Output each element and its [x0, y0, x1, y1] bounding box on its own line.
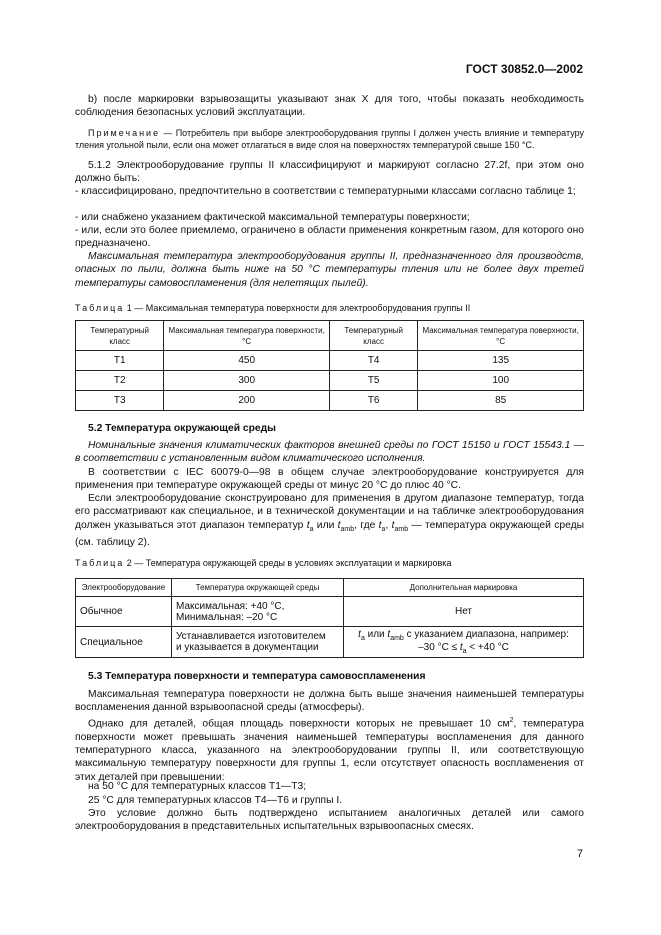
clause-5-1-2: 5.1.2 Электрооборудование группы II классифицируют и маркируют согласно 27.2f, при этом оно должно быть: — [75, 160, 584, 185]
list-item: на 50 °С для температурных классов Т1—Т3; — [88, 781, 307, 792]
list-item: - или, если это более приемлемо, ограничено в области применения конкретным газом, для которого оно предназначено. — [75, 225, 584, 250]
table-header: Дополнительная маркировка — [344, 579, 584, 597]
doc-header: ГОСТ 30852.0—2002 — [465, 62, 583, 76]
note — [75, 127, 584, 151]
paragraph: Максимальная температура поверхности не должна быть выше значения наименьшей температуры воспламенения данной взрывоопасной среды (атмосферы). — [75, 689, 584, 714]
note-label: Примечание — [88, 128, 161, 138]
paragraph-b: b) после маркировки взрывозащиты указывают знак X для того, чтобы показать необходимость соблюдения безопасных условий эксплуатации. — [75, 94, 584, 119]
paragraph: Если электрооборудование сконструировано для применения в другом диапазоне температур, тогда его рассматривают как специальное, и в технической документации и на табличке электрооборудования должен указываться этот диапазон температур $t_a$ или $t_{amb}$, где $t_a$, $t_{amb}$ — температура окружающей среды (см. таблицу 2). — [75, 493, 584, 548]
table-header: Электрооборудование — [76, 579, 172, 597]
table-header: Температурный класс — [329, 321, 417, 351]
table-2 — [75, 578, 584, 658]
table1-caption: Таблица 1 — Максимальная температура поверхности для электрооборудования группы II — [75, 303, 471, 313]
table2-caption: Таблица 2 — Температура окружающей среды в условиях эксплуатации и маркировка — [75, 558, 452, 568]
paragraph: В соответствии с IEC 60079-0—98 в общем случае электрооборудование конструируется для применения при температуре окружающей среды от минус 20 °С до плюс 40 °С. — [75, 467, 584, 492]
page-number: 7 — [576, 848, 583, 860]
list-item: - классифицировано, предпочтительно в соответствии с температурными классами согласно таблице 1; — [75, 186, 576, 197]
table-header: Максимальная температура поверхности, °С — [418, 321, 584, 351]
table-header: Максимальная температура поверхности, °С — [164, 321, 330, 351]
table-row: Обычное Максимальная: +40 °С, Минимальная: –20 °С Нет — [76, 597, 584, 627]
section-5-3-title: 5.3 Температура поверхности и температура самовоспламенения — [88, 671, 426, 682]
paragraph: Это условие должно быть подтверждено испытанием аналогичных деталей или самого электрооборудования в представительных испытательных взрывоопасных смесях. — [75, 808, 584, 833]
italic-paragraph: Максимальная температура электрооборудования группы II, предназначенного для производств, опасных по пыли, должна быть ниже на 50 °С температуры тления или не более двух третей температуры самовоспламенения (для нелетящих пылей). — [75, 251, 584, 289]
table-row: Т2 300 Т5 100 — [76, 371, 584, 391]
table-row: Т1 450 Т4 135 — [76, 351, 584, 371]
table-row: Т3 200 Т6 85 — [76, 391, 584, 411]
table-row: Специальное Устанавливается изготовителем и указывается в документации $t_a$ или $t_{amb}$ с указанием диапазона, например: –30 $^\circ С \le t_a < +40$ °С — [76, 627, 584, 658]
list-item: 25 °С для температурных классов Т4—Т6 и группы I. — [88, 795, 343, 806]
section-5-2-title: 5.2 Температура окружающей среды — [88, 423, 276, 434]
table-header: Температура окружающей среды — [172, 579, 344, 597]
italic-paragraph: Номинальные значения климатических факторов внешней среды по ГОСТ 15150 и ГОСТ 15543.1 — в соответствии с установленным видом климатического исполнения. — [75, 440, 584, 465]
table-header: Температурный класс — [76, 321, 164, 351]
list-item: - или снабжено указанием фактической максимальной температуры поверхности; — [75, 212, 470, 223]
note-text: — Потребитель при выборе электрооборудования группы I должен учесть влияние и температуру тления угольной пыли, если она может отлагаться в виде слоя на поверхностях температурой свыше 150 °С. — [75, 128, 584, 150]
paragraph: Однако для деталей, общая площадь поверхности которых не превышает 10 $см^2$, температура поверхности может превышать значения наименьшей температуры воспламенения для данного температурного класса, указанного на электрооборудовании группы II, или соответствующую максимальную температуру поверхности для группы 1, если отсутствует опасность воспламенения от этих деталей при превышении: — [75, 717, 584, 783]
table-1 — [75, 320, 584, 411]
